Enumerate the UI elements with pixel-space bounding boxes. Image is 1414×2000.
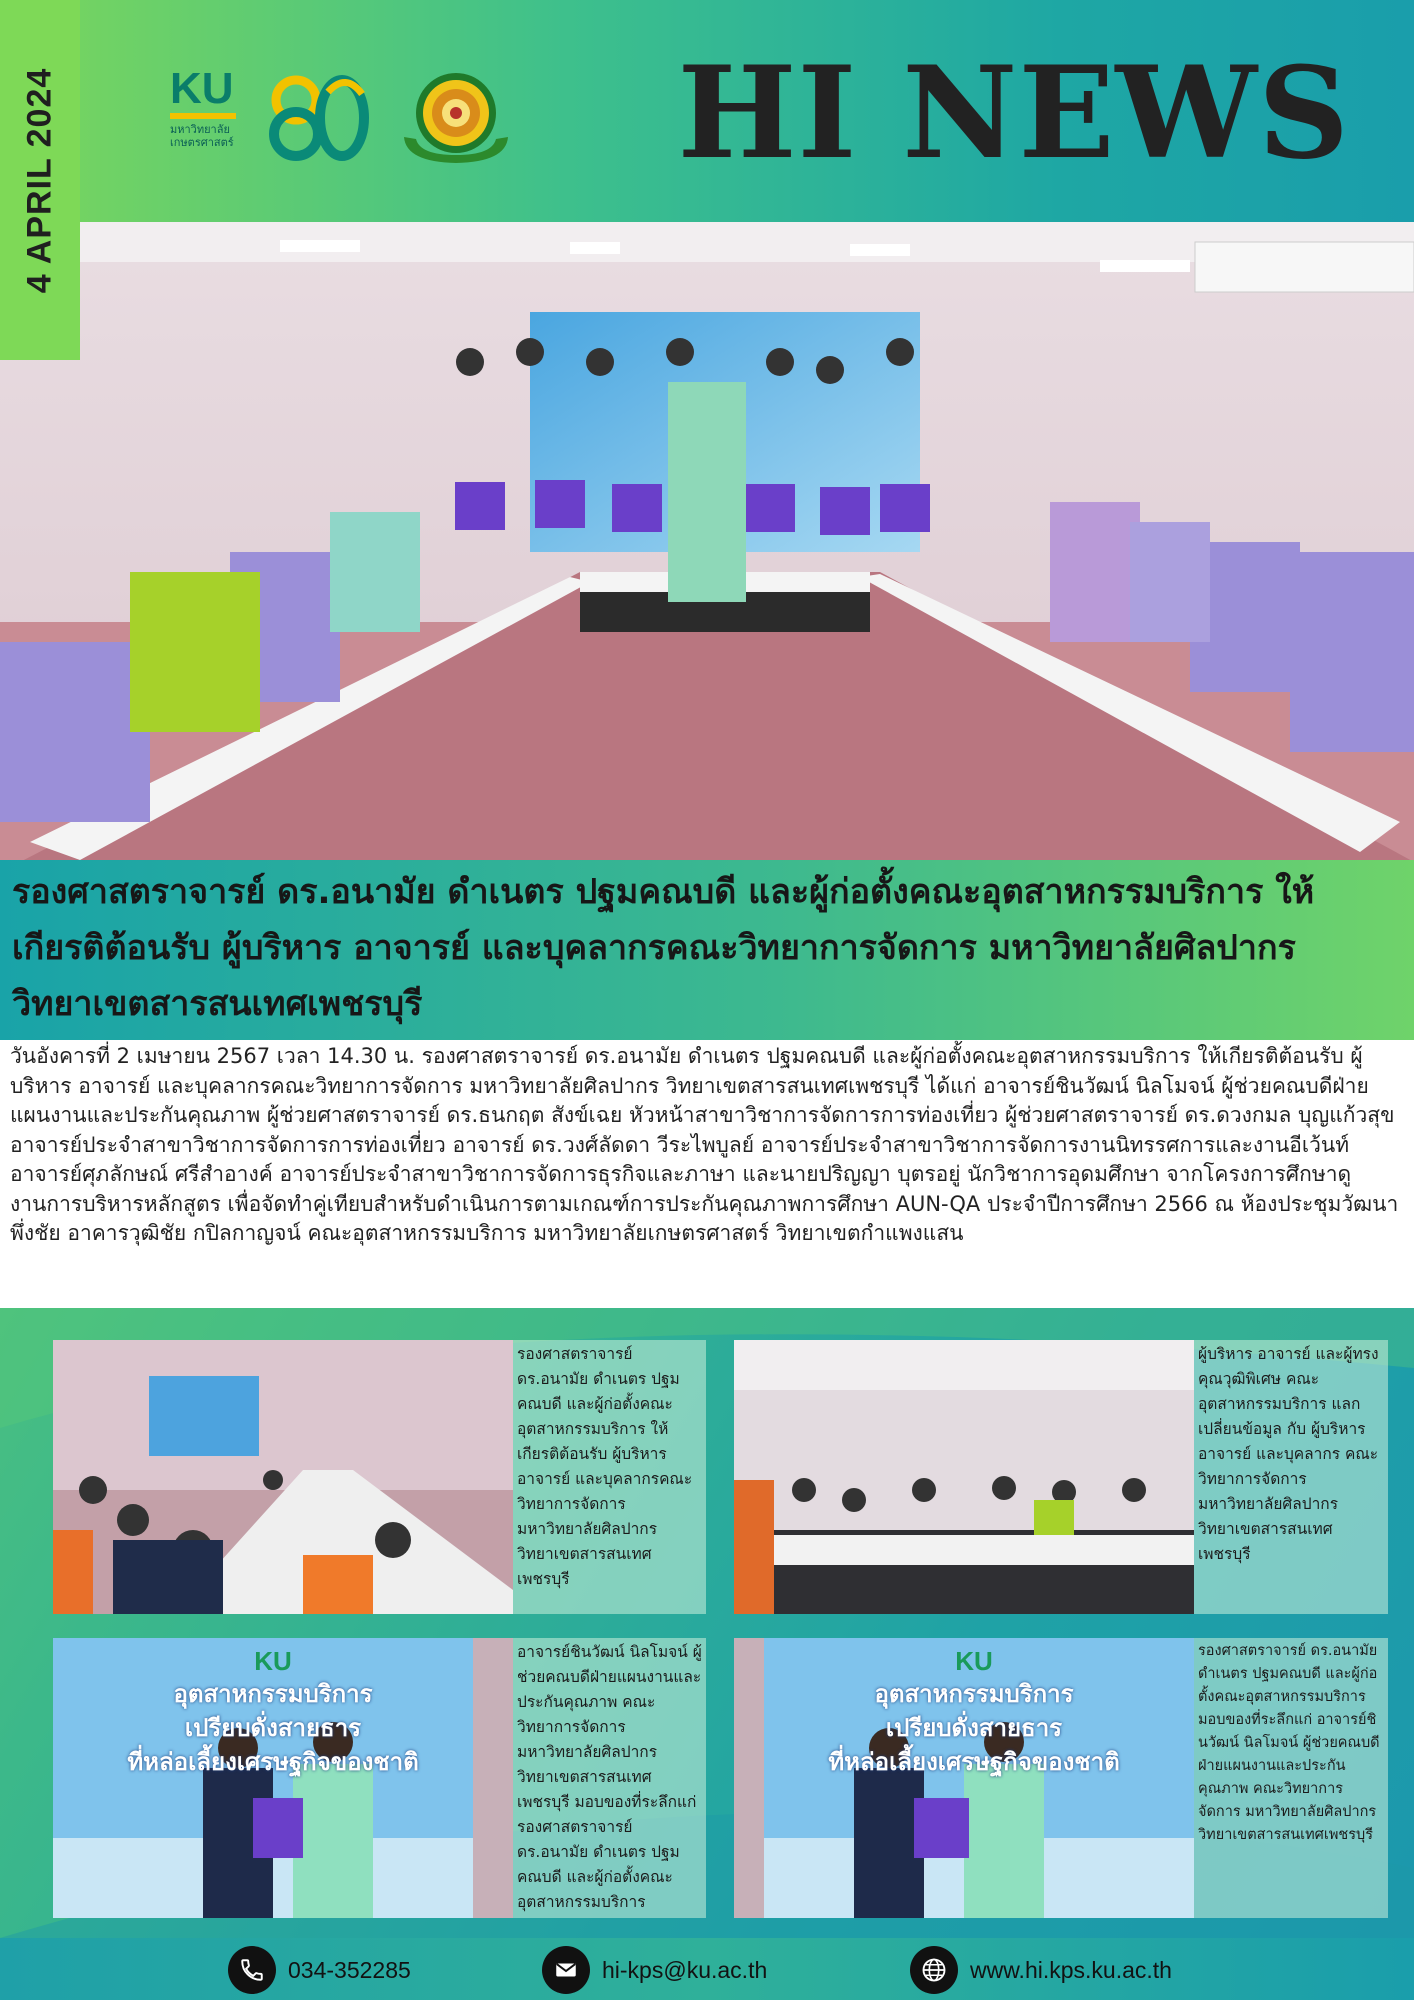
- photo-caption-1: รองศาสตราจารย์ ดร.อนามัย ดำเนตร ปฐมคณบดี และผู้ก่อตั้งคณะอุตสาหกรรมบริการ ให้เกียรติต้อนรับ ผู้บริหาร อาจารย์ และบุคลากรคณะวิทยาการจัดการ มหาวิทยาลัยศิลปากร วิทยาเขตสารสนเทศเพชรบุรี: [513, 1340, 706, 1614]
- headline: รองศาสตราจารย์ ดร.อนามัย ดำเนตร ปฐมคณบดี และผู้ก่อตั้งคณะอุตสาหกรรมบริการ ให้เกียรติต้อนรับ ผู้บริหาร อาจารย์ และบุคลากรคณะวิทยาการจัดการ มหาวิทยาลัยศิลปากร วิทยาเขตสารสนเทศเพชรบุรี: [12, 872, 1315, 1024]
- ku-logo: [170, 64, 240, 167]
- ku-logo-text: KU: [170, 64, 234, 113]
- banner-text-2: [754, 1646, 1194, 1779]
- photo-meeting-wide: [53, 1340, 513, 1614]
- headline-box: [0, 860, 1414, 1040]
- footer-phone[interactable]: [228, 1946, 411, 1994]
- photo-grid: [0, 1308, 1414, 1938]
- footer: [0, 1938, 1414, 2000]
- photo-caption-4: รองศาสตราจารย์ ดร.อนามัย ดำเนตร ปฐมคณบดี และผู้ก่อตั้งคณะอุตสาหกรรมบริการ มอบของที่ระลึกแก่ อาจารย์ชินวัฒน์ นิลโมจน์ ผู้ช่วยคณบดีฝ่ายแผนงานและประกันคุณภาพ คณะวิทยาการจัดการ มหาวิทยาลัยศิลปากร วิทยาเขตสารสนเทศเพชรบุรี: [1194, 1638, 1388, 1918]
- article-paragraph: วันอังคารที่ 2 เมษายน 2567 เวลา 14.30 น. รองศาสตราจารย์ ดร.อนามัย ดำเนตร ปฐมคณบดี และผู้ก่อตั้งคณะอุตสาหกรรมบริการ ให้เกียรติต้อนรับ ผู้บริหาร อาจารย์ และบุคลากรคณะวิทยาการจัดการ มหาวิทยาลัยศิลปากร วิทยาเขตสารสนเทศเพชรบุรี ได้แก่ อาจารย์ชินวัฒน์ นิลโมจน์ ผู้ช่วยคณบดีฝ่ายแผนงานและประกันคุณภาพ ผู้ช่วยศาสตราจารย์ ดร.ธนกฤต สังข์เฉย หัวหน้าสาขาวิชาการจัดการการท่องเที่ยว ผู้ช่วยศาสตราจารย์ ดร.ดวงกมล บุญแก้วสุข อาจารย์ประจำสาขาวิชาการจัดการการท่องเที่ยว อาจารย์ ดร.วงศ์ลัดดา วีระไพบูลย์ อาจารย์ประจำสาขาวิชาการจัดการงานนิทรรศการและงานอีเว้นท์ อาจารย์ศุภลักษณ์ ศรีสำอางค์ อาจารย์ประจำสาขาวิชาการจัดการธุรกิจและภาษา และนายปริญญา บุตรอยู่ นักวิชาการอุดมศึกษา จากโครงการศึกษาดูงานการบริหารหลักสูตร เพื่อจัดทำคู่เทียบสำหรับดำเนินการตามเกณฑ์การประกันคุณภาพการศึกษา AUN-QA ประจำปีการศึกษา 2566 ณ ห้องประชุมวัฒนา พึ่งชัย อาคารวุฒิชัย กปิลกาญจน์ คณะอุตสาหกรรมบริการ มหาวิทยาลัยเกษตรศาสตร์ วิทยาเขตกำแพงแสน: [10, 1044, 1399, 1245]
- banner-line2-2: เปรียบดั่งสายธาร: [885, 1714, 1063, 1742]
- mail-icon: [542, 1946, 590, 1994]
- banner-line3-2: ที่หล่อเลี้ยงเศรษฐกิจของชาติ: [828, 1748, 1120, 1776]
- footer-website[interactable]: [910, 1946, 1172, 1994]
- article-body: [0, 1040, 1414, 1308]
- date-strip: [0, 0, 80, 360]
- photo-card-3: [53, 1638, 706, 1918]
- phone-number: 034-352285: [288, 1956, 411, 1983]
- ku-logo-bar: [170, 113, 236, 119]
- photo-caption-2: ผู้บริหาร อาจารย์ และผู้ทรงคุณวุฒิพิเศษ คณะอุตสาหกรรมบริการ แลกเปลี่ยนข้อมูล กับ ผู้บริหาร อาจารย์ และบุคลากร คณะวิทยาการจัดการ มหาวิทยาลัยศิลปากร วิทยาเขตสารสนเทศเพชรบุรี: [1194, 1340, 1388, 1614]
- globe-icon: [910, 1946, 958, 1994]
- banner-line3-1: ที่หล่อเลี้ยงเศรษฐกิจของชาติ: [127, 1748, 419, 1776]
- photo-caption-3: อาจารย์ชินวัฒน์ นิลโมจน์ ผู้ช่วยคณบดีฝ่ายแผนงานและประกันคุณภาพ คณะวิทยาการจัดการ มหาวิทยาลัยศิลปากร วิทยาเขตสารสนเทศเพชรบุรี มอบของที่ระลึกแก่ รองศาสตราจารย์ ดร.อนามัย ดำเนตร ปฐมคณบดี และผู้ก่อตั้งคณะอุตสาหกรรมบริการ: [513, 1638, 706, 1918]
- email-address: hi-kps@ku.ac.th: [602, 1956, 768, 1983]
- website-url: www.hi.kps.ku.ac.th: [970, 1956, 1172, 1983]
- header: [0, 0, 1414, 222]
- issue-date: 4 APRIL 2024: [20, 67, 59, 293]
- photo-card-2: [734, 1340, 1388, 1614]
- photo-gift-exchange-1: [53, 1638, 513, 1918]
- banner-text-1: [53, 1646, 493, 1779]
- anniversary-80-logo: [266, 72, 370, 162]
- faculty-seal-icon: [396, 67, 516, 167]
- photo-gift-exchange-2: [734, 1638, 1194, 1918]
- banner-line1-2: อุตสาหกรรมบริการ: [874, 1680, 1074, 1708]
- banner-line1-1: อุตสาหกรรมบริการ: [173, 1680, 373, 1708]
- main-group-photo: [0, 222, 1414, 860]
- banner-ku-2: KU: [955, 1646, 993, 1676]
- ku-logo-sub1: มหาวิทยาลัย: [170, 123, 230, 136]
- footer-email[interactable]: [542, 1946, 767, 1994]
- banner-line2-1: เปรียบดั่งสายธาร: [184, 1714, 362, 1742]
- banner-ku-1: KU: [254, 1646, 292, 1676]
- ku-logo-sub2: เกษตรศาสตร์: [170, 136, 234, 149]
- photo-card-1: [53, 1340, 706, 1614]
- page-title: HI NEWS: [677, 39, 1350, 187]
- phone-icon: [228, 1946, 276, 1994]
- photo-card-4: [734, 1638, 1388, 1918]
- photo-discussion: [734, 1340, 1194, 1614]
- logo-group: [170, 62, 516, 172]
